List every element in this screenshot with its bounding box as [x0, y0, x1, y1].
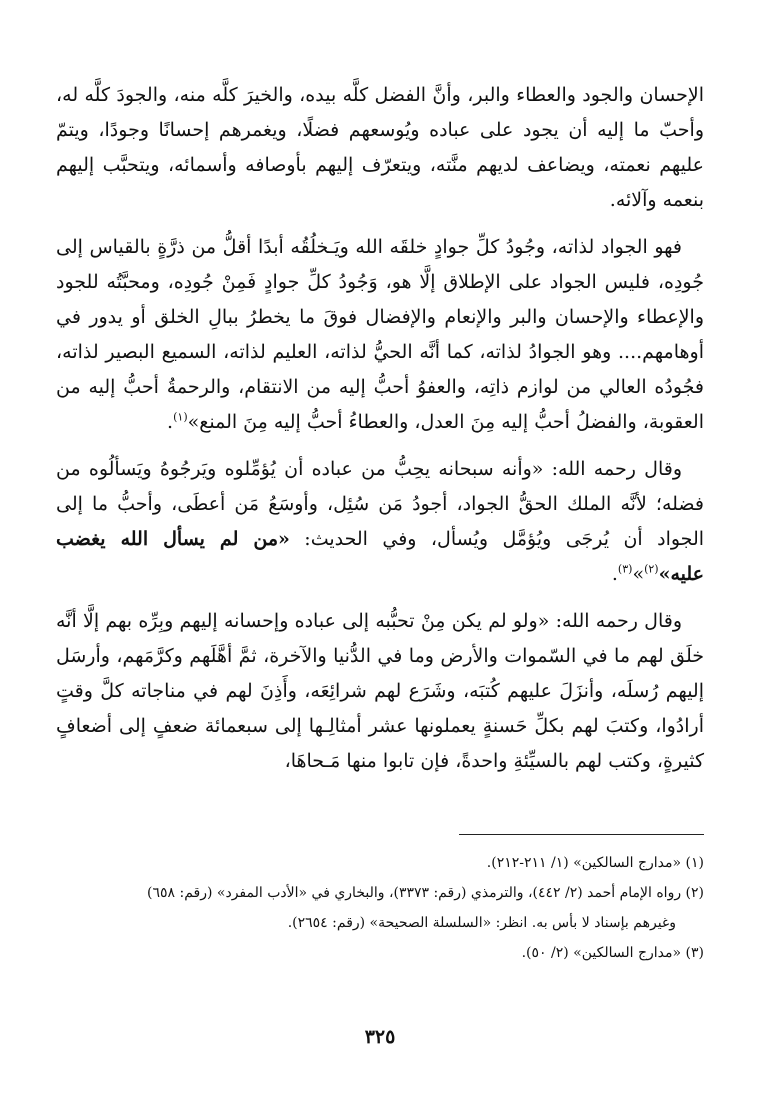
footnote-2-continued: وغيرهم بإسناد لا بأس به. انظر: «السلسلة الصحيحة» (رقم: ٢٦٥٤).	[287, 915, 676, 931]
quote-close: »	[632, 563, 645, 585]
footnote-ref-1[interactable]: (١)	[173, 410, 188, 424]
body-text	[56, 78, 704, 779]
footnotes	[56, 848, 704, 968]
paragraph-4	[56, 604, 704, 779]
paragraph-1-text: الإحسان والجود والعطاء والبر، وأنَّ الفضل كلَّه بيده، والخيرَ كلَّه منه، والجودَ كلَّه له، وأحبّ ما إليه أن يجود على عباده ويُوسعهم فضلًا، ويغمرهم إحسانًا وجودًا، ويتمّ عليهم نعمته، ويضاعف لديهم منَّته، ويتعرّف إليهم بأوصافه وأسمائه، ويتحبَّب إليهم بنعمه وآلائه.	[56, 84, 704, 211]
paragraph-3-end: .	[611, 563, 618, 585]
paragraph-2	[56, 230, 704, 440]
paragraph-4-text: وقال رحمه الله: «ولو لم يكن مِنْ تحبُّبه إلى عباده وإحسانه إليهم وبِرِّه بهم إلَّا أنَّه خلَق لهم ما في السّموات والأرض وما في الدُّنيا والآخرة، ثمَّ أهَّلَهم وكرَّمَهم، وأرسَل إليهم رُسلَه، وأنزَلَ عليهم كُتبَه، وشَرَع لهم شرائِعَه، وأَذِنَ لهم في مناجاته كلَّ وقتٍ أرادُوا، وكتبَ لهم بكلِّ حَسنةٍ يعملونها عشر أمثالِـها إلى سبعمائة ضعفٍ إلى أضعافٍ كثيرةٍ، وكتب لهم بالسيِّئةِ واحدةً، فإن تابوا منها مَـحاهَا،	[56, 610, 704, 772]
hadith-quote: «من لم يسأل الله يغضب عليه»	[56, 528, 704, 585]
paragraph-1	[56, 78, 704, 218]
footnote-ref-2[interactable]: (٢)	[644, 562, 659, 576]
footnote-3: (٣) «مدارج السالكين» (٢/ ٥٠).	[521, 945, 704, 961]
paragraph-2-end: .	[167, 411, 174, 433]
paragraph-3-text: وقال رحمه الله: «وأنه سبحانه يحِبُّ من عباده أن يُؤمِّلوه ويَرجُوهُ ويَسألُوه من فضله؛ لأنَّه الملك الحقُّ الجواد، أجودُ مَن سُئِل، وأوسَعُ مَن أعطَى، وأحبُّ ما إلى الجواد أن يُرجَى ويُؤمَّل ويُسأل، وفي الحديث:	[56, 458, 705, 550]
page-number: ٣٢٥	[364, 1026, 396, 1048]
paragraph-3	[56, 452, 704, 592]
paragraph-2-text: فهو الجواد لذاته، وجُودُ كلِّ جوادٍ خلقَه الله ويَـخلُقُه أبدًا أقلُّ من ذرَّةٍ بالقياس إلى جُودِه، فليس الجواد على الإطلاق إلَّا هو، وَجُودُ كلِّ جوادٍ فَمِنْ جُودِه، ومحبَّتُه للجود والإعطاء والإحسان والبر والإنعام والإفضال فوقَ ما يخطرُ ببالِ الخلق أو يدور في أوهامهم.... وهو الجوادُ لذاته، كما أنَّه الحيُّ لذاته، العليم لذاته، السميع البصير لذاته، فجُودُه العالي من لوازم ذاتِه، والعفوُ أحبُّ إليه من الانتقام، والرحمةُ أحبُّ إليه من العقوبة، والفضلُ أحبُّ إليه مِنَ العدل، والعطاءُ أحبُّ إليه مِنَ المنع»	[56, 236, 704, 433]
footnote-2: (٢) رواه الإمام أحمد (٢/ ٤٤٢)، والترمذي (رقم: ٣٣٧٣)، والبخاري في «الأدب المفرد» (رقم: ٦٥٨)	[147, 885, 704, 901]
footnote-divider	[459, 834, 704, 835]
book-page	[56, 78, 704, 1096]
footnote-ref-3[interactable]: (٣)	[617, 562, 633, 576]
footnote-1: (١) «مدارج السالكين» (١/ ٢١١-٢١٢).	[486, 855, 704, 871]
